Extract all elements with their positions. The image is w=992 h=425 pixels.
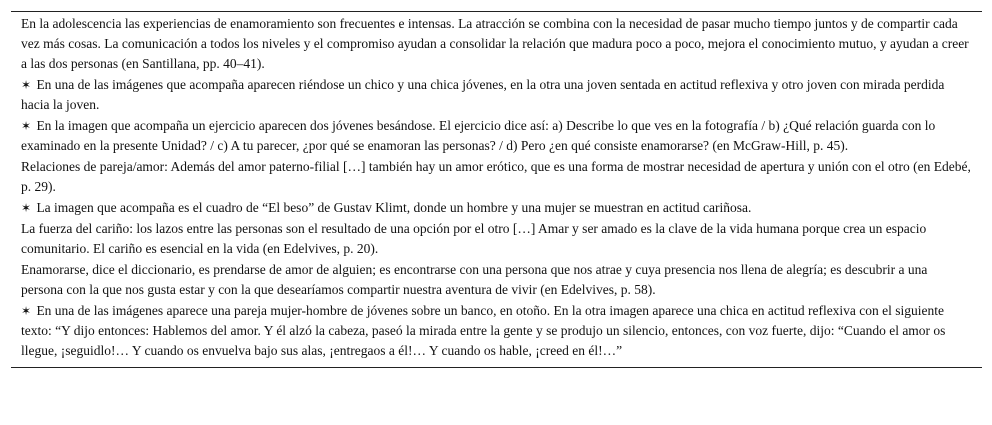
paragraph-couple-relations: Relaciones de pareja/amor: Además del amor paterno-filial […] también hay un amor erótico, que es una forma de mostrar necesidad de apertura y unión con el otro (en Edebé, p. 29). <box>21 159 971 194</box>
star-bullet-icon: ✶ <box>21 119 32 133</box>
quote-table <box>11 11 982 368</box>
paragraph-adolescence: En la adolescencia las experiencias de enamoramiento son frecuentes e intensas. La atracción se combina con la necesidad de pasar mucho tiempo juntos y de compartir cada vez más cosas. La comunicación a todos los niveles y el compromiso ayudan a consolidar la relación que madura poco a poco, mejora el conocimiento mutuo, y ayudan a creer a las dos personas (en Santillana, pp. 40–41). <box>21 16 969 71</box>
paragraph-autumn-bench: ✶ En una de las imágenes aparece una pareja mujer-hombre de jóvenes sobre un banco, en otoño. En la otra imagen aparece una chica en actitud reflexiva con el siguiente texto: “Y dijo entonces: Hablemos del amor. Y él alzó la cabeza, paseó la mirada entre la gente y se produjo un silencio, entonces, con voz fuerte, dijo: “Cuando el amor os llegue, ¡seguidlo!… Y cuando os envuelva bajo sus alas, ¡entregaos a él!… Y cuando os hable, ¡creed en él!…” <box>21 303 946 358</box>
paragraph-falling-in-love: Enamorarse, dice el diccionario, es prendarse de amor de alguien; es encontrarse con una persona que nos atrae y cuya presencia nos llena de alegría; es descubrir a una persona con la que nos gusta estar y con la que desearíamos compartir nuestra aventura de vivir (en Edelvives, p. 58). <box>21 262 928 297</box>
star-bullet-icon: ✶ <box>21 78 32 92</box>
paragraph-images-laughing: ✶ En una de las imágenes que acompaña aparecen riéndose un chico y una chica jóvenes, en la otra una joven sentada en actitud reflexiva y otro joven con mirada perdida hacia la joven. <box>21 77 945 112</box>
paragraph-strength-of-affection: La fuerza del cariño: los lazos entre las personas son el resultado de una opción por el otro […] Amar y ser amado es la clave de la vida humana porque crea un espacio comunitario. El cariño es esencial en la vida (en Edelvives, p. 20). <box>21 221 927 256</box>
paragraph-exercise-kissing: ✶ En la imagen que acompaña un ejercicio aparecen dos jóvenes besándose. El ejercicio dice así: a) Describe lo que ves en la fotografía / b) ¿Qué relación guarda con lo examinado en la presente Unidad? / c) A tu parecer, ¿por qué se enamoran las personas? / d) Pero ¿en qué consiste enamorarse? (en McGraw-Hill, p. 45). <box>21 118 936 153</box>
paragraph-klimt-kiss: ✶ La imagen que acompaña es el cuadro de “El beso” de Gustav Klimt, donde un hombre y una mujer se muestran en actitud cariñosa. <box>21 200 752 215</box>
star-bullet-icon: ✶ <box>21 304 32 318</box>
star-bullet-icon: ✶ <box>21 201 32 215</box>
